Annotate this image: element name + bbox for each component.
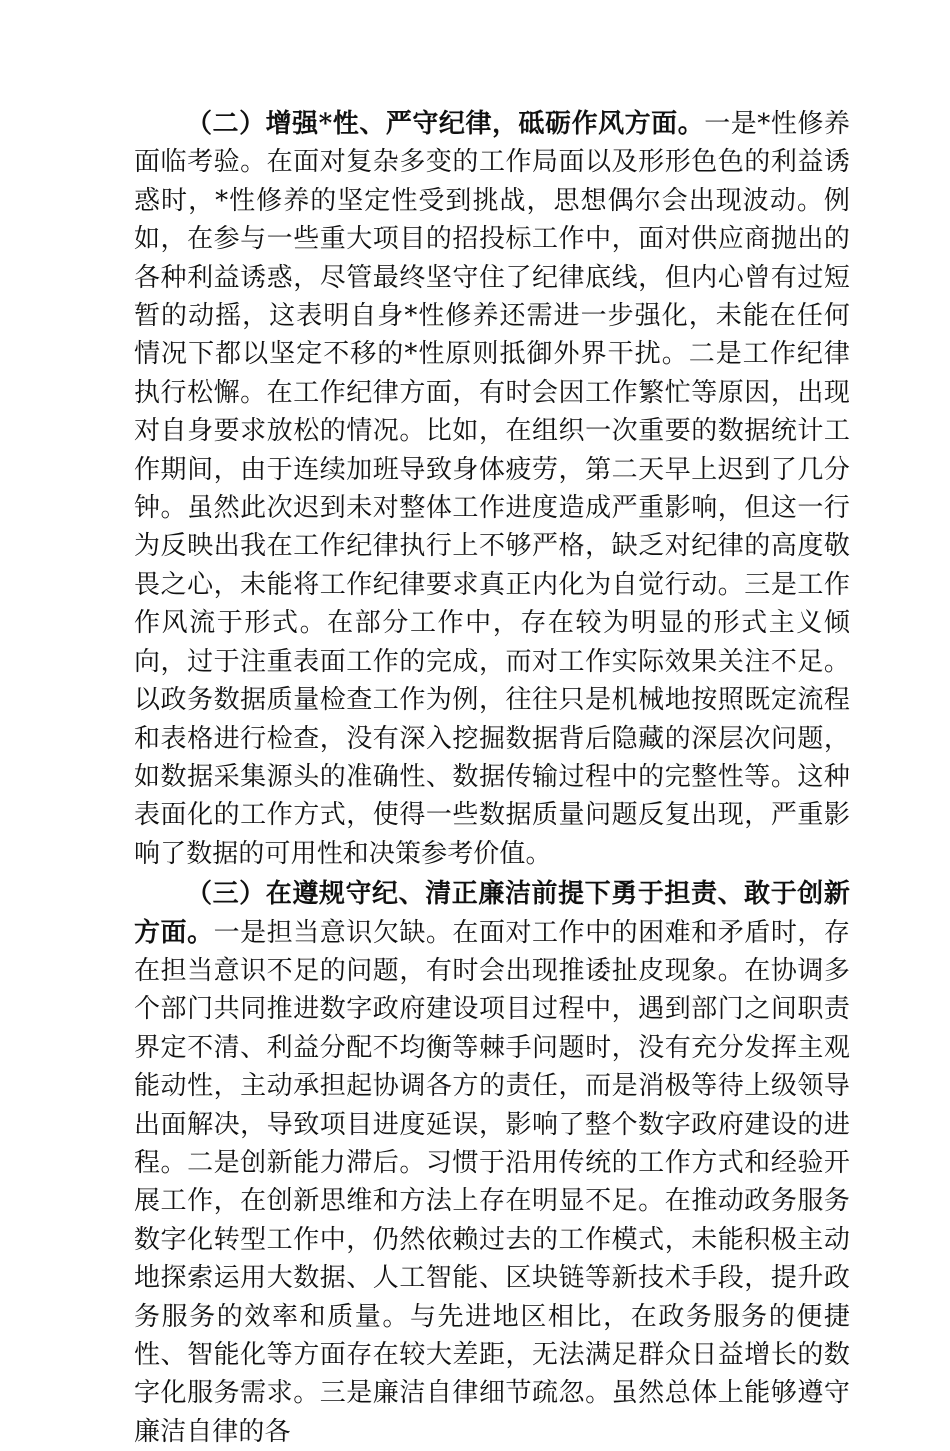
section-heading-3: （三）在遵规守纪、清正廉洁前提下勇于担责、敢于创新方面。	[134, 879, 850, 948]
section-paragraph-2	[134, 105, 850, 873]
section-heading-2: （二）增强*性、严守纪律，砥砺作风方面。	[186, 109, 705, 139]
document-page	[134, 105, 850, 1451]
section-body-3: 一是担当意识欠缺。在面对工作中的困难和矛盾时，存在担当意识不足的问题，有时会出现推诿扯皮现象。在协调多个部门共同推进数字政府建设项目过程中，遇到部门之间职责界定不清、利益分配不均衡等棘手问题时，没有充分发挥主观能动性，主动承担起协调各方的责任，而是消极等待上级领导出面解决，导致项目进度延误，影响了整个数字政府建设的进程。二是创新能力滞后。习惯于沿用传统的工作方式和经验开展工作，在创新思维和方法上存在明显不足。在推动政务服务数字化转型工作中，仍然依赖过去的工作模式，未能积极主动地探索运用大数据、人工智能、区块链等新技术手段，提升政务服务的效率和质量。与先进地区相比，在政务服务的便捷性、智能化等方面存在较大差距，无法满足群众日益增长的数字化服务需求。三是廉洁自律细节疏忽。虽然总体上能够遵守廉洁自律的各	[134, 917, 850, 1447]
section-paragraph-3	[134, 875, 850, 1451]
section-body-2: 一是*性修养面临考验。在面对复杂多变的工作局面以及形形色色的利益诱惑时，*性修养的坚定性受到挑战，思想偶尔会出现波动。例如，在参与一些重大项目的招投标工作中，面对供应商抛出的各种利益诱惑，尽管最终坚守住了纪律底线，但内心曾有过短暂的动摇，这表明自身*性修养还需进一步强化，未能在任何情况下都以坚定不移的*性原则抵御外界干扰。二是工作纪律执行松懈。在工作纪律方面，有时会因工作繁忙等原因，出现对自身要求放松的情况。比如，在组织一次重要的数据统计工作期间，由于连续加班导致身体疲劳，第二天早上迟到了几分钟。虽然此次迟到未对整体工作进度造成严重影响，但这一行为反映出我在工作纪律执行上不够严格，缺乏对纪律的高度敬畏之心，未能将工作纪律要求真正内化为自觉行动。三是工作作风流于形式。在部分工作中，存在较为明显的形式主义倾向，过于注重表面工作的完成，而对工作实际效果关注不足。以政务数据质量检查工作为例，往往只是机械地按照既定流程和表格进行检查，没有深入挖掘数据背后隐藏的深层次问题，如数据采集源头的准确性、数据传输过程中的完整性等。这种表面化的工作方式，使得一些数据质量问题反复出现，严重影响了数据的可用性和决策参考价值。	[134, 109, 850, 869]
